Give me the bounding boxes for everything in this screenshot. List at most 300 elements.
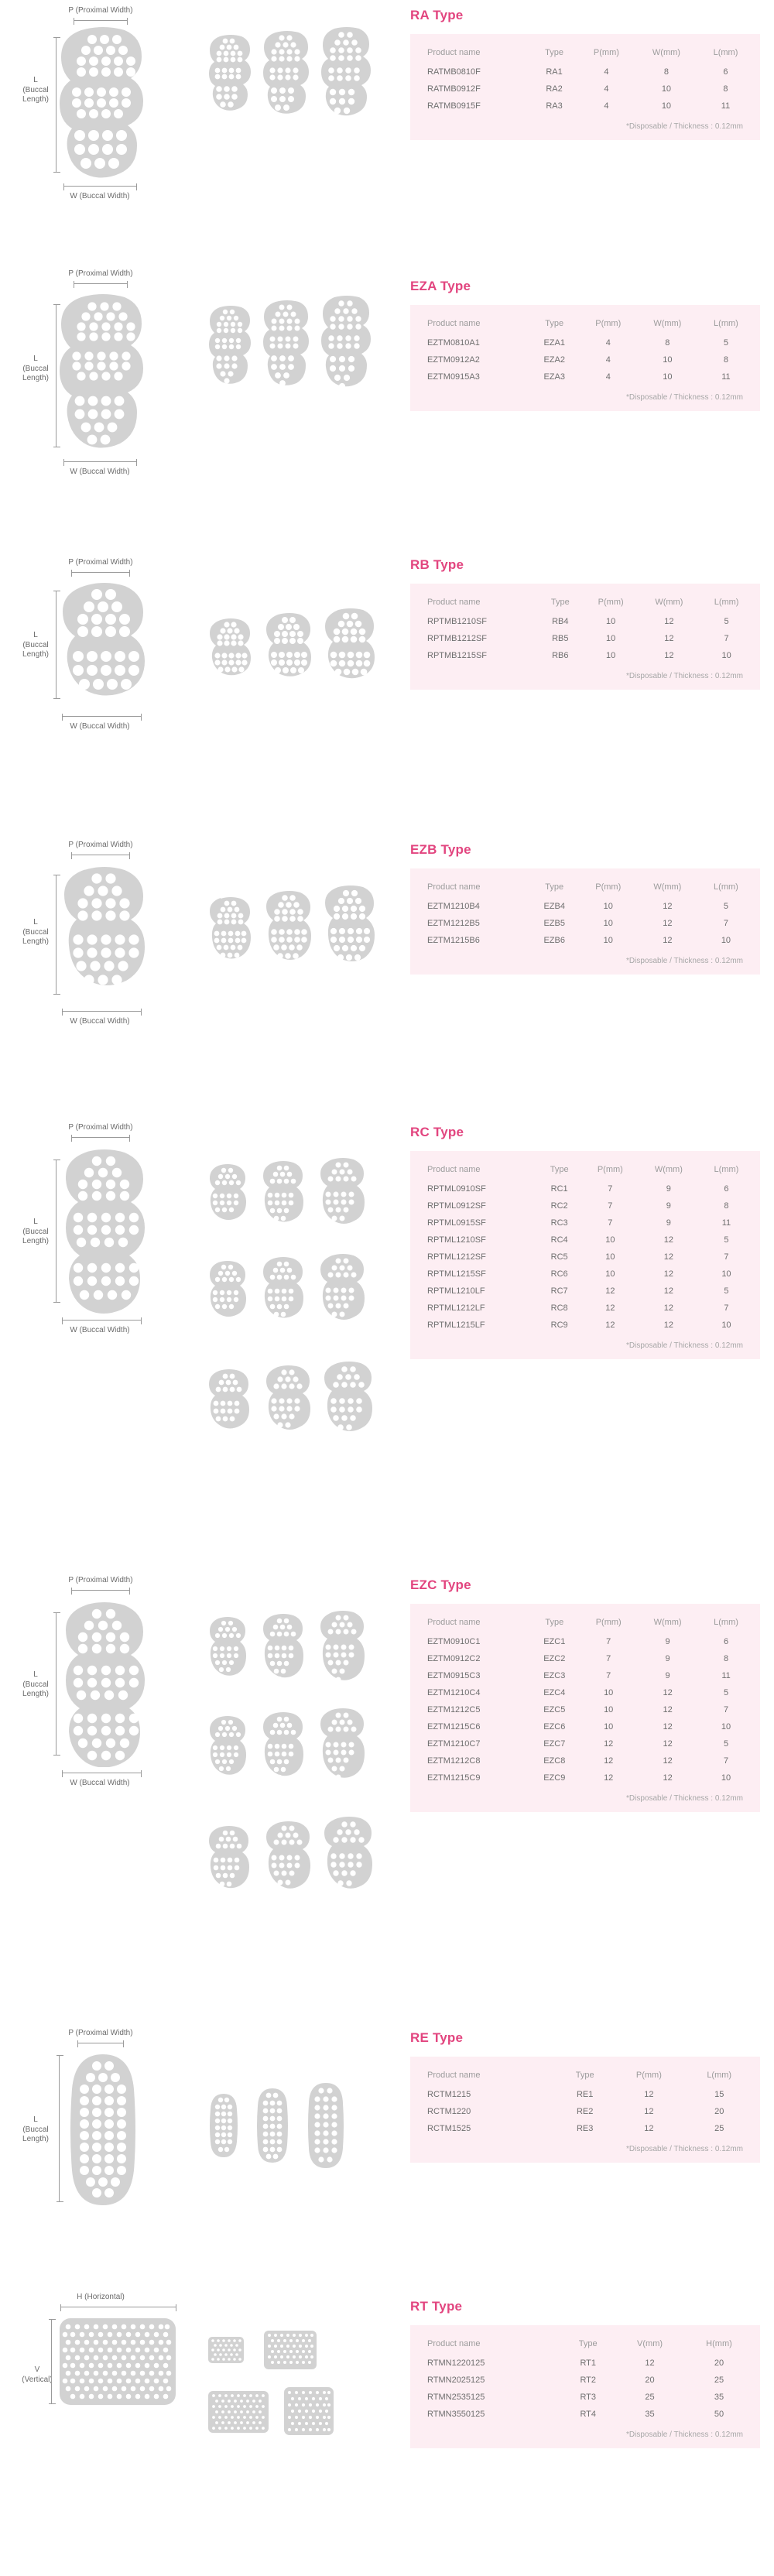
cell-product-name: EZTM1215C9 [427,1773,481,1783]
table-row [416,1180,754,1197]
col-p: P(mm) [595,319,622,328]
dim-proximal-line [74,20,128,21]
cell-p: 12 [604,1773,614,1783]
cell-product-name: EZTM0912C2 [427,1654,481,1663]
cell-w: 9 [666,1218,671,1228]
cell-h: 25 [714,2376,724,2385]
table-row [416,2103,754,2120]
dim-buccal-length-line [56,1612,57,1756]
table-row [416,1769,754,1786]
mesh-shape-large-ezb [58,865,151,1005]
mesh-shape-ezc-2 [260,1613,307,1704]
mesh-shape-small-3-ra [321,26,372,122]
cell-type: RA1 [546,67,563,77]
cell-w: 12 [663,1739,673,1749]
cell-l: 11 [721,1671,731,1680]
section-title: RA Type [410,8,464,22]
table-header-row [416,879,754,898]
mesh-shape-large-eza [58,293,147,455]
cell-l: 7 [723,1756,729,1766]
mesh-shape-rc-3 [317,1157,367,1250]
cell-w: 12 [663,1252,673,1262]
section-title: EZB Type [410,842,471,857]
mesh-shape-small-2-ra [263,29,311,118]
table-row [416,351,754,368]
table-header-row [416,316,754,334]
cell-product-name: RTMN3550125 [427,2410,485,2419]
mesh-shape-ezc-8 [263,1821,313,1915]
mesh-shape-ezc-6 [317,1708,367,1807]
cell-w: 12 [663,1235,673,1245]
dim-buccal-length-label: L (Buccal Length) [22,2115,49,2143]
mesh-shape-rt-3 [207,2390,269,2434]
col-type: Type [550,598,570,607]
col-product-name: Product name [427,48,481,57]
cell-type: EZB6 [543,936,565,945]
cell-type: EZC7 [543,1739,566,1749]
cell-w: 9 [665,1637,670,1646]
dim-vertical-line [51,2319,52,2404]
cell-p: 12 [644,2090,654,2099]
cell-product-name: RATMB0915F [427,101,481,111]
table-header-row [416,594,754,613]
cell-l: 11 [721,1218,731,1228]
cell-w: 10 [661,84,672,94]
cell-p: 10 [603,902,613,911]
spec-table-box [410,868,760,975]
cell-type: RC3 [550,1218,568,1228]
mesh-shape-rc-2 [260,1160,307,1247]
cell-p: 7 [606,1637,611,1646]
cell-product-name: RTMN1220125 [427,2358,485,2368]
cell-product-name: RPTML1215LF [427,1321,485,1330]
col-p: P(mm) [635,2071,662,2080]
cell-l: 8 [723,355,728,365]
cell-l: 10 [721,1773,731,1783]
dim-buccal-width-label: W (Buccal Width) [70,722,130,731]
mesh-shape-small-1-ra [209,33,252,115]
dim-buccal-length-line [56,875,57,995]
cell-product-name: EZTM0810A1 [427,338,480,348]
cell-w: 12 [663,1756,673,1766]
mesh-shape-rc-5 [260,1256,307,1343]
col-type: Type [545,48,563,57]
cell-w: 8 [663,67,669,77]
table-row [416,368,754,385]
cell-p: 10 [603,936,613,945]
dim-buccal-length-label: L (Buccal Length) [22,1670,49,1698]
cell-product-name: RPTMB1212SF [427,634,488,643]
cell-product-name: RPTMB1215SF [427,651,488,660]
cell-product-name: EZTM1215C6 [427,1722,481,1732]
table-row [416,1701,754,1718]
cell-type: RA2 [546,84,563,94]
mesh-shape-rt-2 [263,2330,317,2370]
col-p: P(mm) [593,48,619,57]
spec-table-box [410,2057,760,2163]
dim-buccal-width-label: W (Buccal Width) [70,1779,130,1787]
table-row [416,1667,754,1684]
cell-l: 6 [723,1637,729,1646]
section-rb [0,538,774,813]
table-ezc [402,1548,774,1812]
illustration-ezb [0,813,402,1082]
cell-type: RB5 [552,634,569,643]
col-w: W(mm) [653,319,682,328]
spec-table [416,45,754,115]
cell-w: 12 [664,617,674,626]
cell-p: 12 [605,1321,615,1330]
mesh-shape-ezc-1 [206,1616,249,1701]
table-row [416,898,754,915]
dim-buccal-width-label: W (Buccal Width) [70,1326,130,1334]
col-h: H(mm) [706,2339,732,2348]
mesh-shape-re-1 [209,2092,238,2159]
cell-product-name: EZTM1210C4 [427,1688,481,1697]
mesh-shape-rc-7 [206,1368,252,1454]
cell-p: 7 [606,1654,611,1663]
cell-w: 12 [664,634,674,643]
table-row [416,1752,754,1769]
dim-proximal-line [74,283,128,284]
cell-product-name: RCTM1220 [427,2107,471,2116]
col-product-name: Product name [427,882,481,892]
cell-type: RT1 [580,2358,597,2368]
illustration-rc [0,1095,402,1535]
cell-p: 12 [605,1286,615,1296]
col-type: Type [578,2339,598,2348]
cell-type: RT4 [580,2410,597,2419]
table-row [416,2086,754,2103]
section-title: RT Type [410,2299,463,2314]
cell-w: 10 [661,101,672,111]
table-row [416,2389,754,2406]
cell-type: RC5 [550,1252,568,1262]
cell-p: 4 [605,355,611,365]
dim-buccal-width-line [63,186,137,187]
table-row [416,1735,754,1752]
table-row [416,1266,754,1283]
section-ezb [0,813,774,1095]
spec-table [416,1162,754,1334]
col-w: W(mm) [655,598,683,607]
table-row [416,80,754,98]
cell-p: 4 [605,372,611,382]
dim-horizontal-label: H (Horizontal) [77,2293,125,2301]
cell-type: RC9 [550,1321,568,1330]
cell-l: 5 [724,617,729,626]
disposable-note: *Disposable / Thickness : 0.12mm [626,2430,743,2439]
cell-w: 12 [663,1286,673,1296]
table-ra [402,0,774,140]
table-header-row [416,1615,754,1633]
table-row [416,98,754,115]
cell-w: 12 [663,1705,673,1714]
disposable-note: *Disposable / Thickness : 0.12mm [626,957,743,965]
cell-p: 12 [644,2124,654,2133]
mesh-shape-re-3 [307,2081,345,2170]
illustration-eza [0,255,402,525]
col-l: L(mm) [714,1165,739,1174]
mesh-shape-small-2-eza [263,299,311,393]
col-v: V(mm) [637,2339,663,2348]
mesh-shape-large-rc [58,1148,151,1314]
illustration-re [0,2001,402,2255]
table-row [416,1650,754,1667]
cell-l: 15 [714,2090,724,2099]
cell-product-name: RPTML0912SF [427,1201,486,1211]
cell-product-name: RTMN2025125 [427,2376,485,2385]
mesh-shape-small-1-ezb [207,896,252,974]
table-row [416,1214,754,1231]
table-row [416,1231,754,1249]
col-l: L(mm) [714,882,738,892]
cell-w: 9 [666,1184,671,1194]
mesh-shape-ezc-4 [206,1715,249,1800]
col-product-name: Product name [427,2071,481,2080]
table-row [416,1249,754,1266]
table-row [416,2406,754,2423]
cell-product-name: RPTML1212SF [427,1252,486,1262]
cell-w: 8 [665,338,670,348]
dim-buccal-length-line [56,304,57,447]
cell-l: 5 [723,1739,729,1749]
cell-w: 12 [663,1688,673,1697]
cell-product-name: EZTM0915C3 [427,1671,481,1680]
cell-type: RE1 [576,2090,594,2099]
cell-l: 11 [721,372,731,382]
cell-product-name: RPTML1215SF [427,1269,486,1279]
cell-l: 7 [724,1252,729,1262]
dim-buccal-length-line [56,1160,57,1303]
spec-table [416,2067,754,2137]
disposable-note: *Disposable / Thickness : 0.12mm [626,2145,743,2153]
cell-p: 10 [606,651,616,660]
spec-table [416,1615,754,1786]
cell-h: 20 [714,2358,724,2368]
dim-proximal-label: P (Proximal Width) [68,1576,133,1584]
spec-table [416,879,754,949]
col-l: L(mm) [713,48,738,57]
mesh-shape-re-2 [255,2087,289,2164]
col-p: P(mm) [598,598,624,607]
mesh-shape-ezc-3 [317,1610,367,1709]
cell-product-name: RPTML0915SF [427,1218,486,1228]
dim-proximal-label: P (Proximal Width) [68,2029,133,2037]
cell-w: 9 [666,1201,671,1211]
col-p: P(mm) [595,1618,622,1627]
cell-p: 12 [644,2107,654,2116]
cell-product-name: RATMB0912F [427,84,481,94]
dim-buccal-length-line [56,591,57,699]
dim-buccal-length-label: L (Buccal Length) [22,76,49,104]
section-title: RC Type [410,1125,464,1139]
section-rc [0,1095,774,1548]
cell-l: 11 [721,101,731,111]
cell-h: 50 [714,2410,724,2419]
cell-w: 12 [663,1269,673,1279]
cell-l: 10 [721,1722,731,1732]
table-ezb [402,813,774,975]
cell-w: 12 [663,936,673,945]
dim-buccal-length-line [59,2055,60,2202]
col-l: L(mm) [714,1618,738,1627]
col-p: P(mm) [595,882,622,892]
mesh-shape-rc-8 [263,1365,313,1456]
table-row [416,647,754,664]
cell-type: RC7 [550,1286,568,1296]
cell-p: 7 [606,1671,611,1680]
illustration-rt [0,2268,402,2483]
cell-l: 5 [723,1688,729,1697]
cell-w: 12 [664,651,674,660]
cell-type: EZC4 [543,1688,566,1697]
mesh-shape-ezc-9 [322,1816,375,1918]
cell-w: 9 [665,1671,670,1680]
cell-l: 5 [724,1286,729,1296]
cell-p: 12 [605,1303,615,1313]
table-row [416,1283,754,1300]
cell-l: 7 [724,634,729,643]
col-w: W(mm) [654,1165,683,1174]
spec-table-box [410,584,760,690]
cell-product-name: RTMN2535125 [427,2393,485,2402]
cell-p: 4 [604,84,609,94]
cell-p: 10 [605,1252,615,1262]
cell-product-name: EZTM1210C7 [427,1739,481,1749]
cell-product-name: EZTM1212C5 [427,1705,481,1714]
cell-l: 7 [723,1705,729,1714]
cell-v: 35 [645,2410,655,2419]
cell-l: 5 [723,338,728,348]
disposable-note: *Disposable / Thickness : 0.12mm [626,393,743,402]
table-header-row [416,2336,754,2355]
illustration-ra [0,0,402,238]
dim-buccal-width-label: W (Buccal Width) [70,468,130,476]
cell-type: RC2 [550,1201,568,1211]
table-row [416,2120,754,2137]
mesh-shape-rt-1 [207,2336,245,2364]
mesh-shape-small-2-ezb [263,890,313,977]
cell-l: 10 [721,1269,731,1279]
cell-product-name: RCTM1215 [427,2090,471,2099]
spec-table-box [410,1151,760,1359]
table-rc [402,1095,774,1359]
table-row [416,63,754,80]
col-l: L(mm) [714,598,739,607]
cell-p: 10 [606,634,616,643]
col-product-name: Product name [427,598,481,607]
col-l: L(mm) [714,319,738,328]
cell-l: 8 [723,84,728,94]
section-re [0,2001,774,2268]
cell-p: 10 [606,617,616,626]
mesh-shape-large-ra [58,26,147,184]
cell-w: 10 [663,372,673,382]
cell-type: EZB5 [543,919,565,928]
cell-p: 10 [603,919,613,928]
section-eza [0,255,774,538]
mesh-shape-small-1-eza [209,304,252,389]
cell-l: 8 [724,1201,729,1211]
cell-w: 12 [663,1722,673,1732]
mesh-shape-large-re [68,2052,138,2207]
col-type: Type [545,319,564,328]
section-title: EZA Type [410,279,471,293]
cell-w: 12 [663,919,673,928]
col-type: Type [550,1165,569,1174]
cell-w: 12 [663,1303,673,1313]
cell-type: EZC8 [543,1756,566,1766]
cell-w: 12 [663,1773,673,1783]
cell-p: 12 [604,1739,614,1749]
table-row [416,1197,754,1214]
cell-p: 7 [608,1201,613,1211]
dim-buccal-width-label: W (Buccal Width) [70,192,130,200]
col-product-name: Product name [427,1165,481,1174]
section-title: EZC Type [410,1577,471,1592]
col-type: Type [545,882,564,892]
cell-p: 4 [605,338,611,348]
cell-l: 10 [721,1321,731,1330]
dim-proximal-label: P (Proximal Width) [68,841,133,849]
cell-l: 20 [714,2107,724,2116]
spec-table [416,594,754,664]
mesh-shape-small-3-ezb [322,885,376,981]
cell-v: 25 [645,2393,655,2402]
dim-buccal-width-line [62,716,142,717]
table-header-row [416,45,754,63]
table-header-row [416,1162,754,1180]
dim-proximal-line [71,1137,130,1138]
col-type: Type [545,1618,564,1627]
dim-proximal-line [71,572,130,573]
cell-type: RT3 [580,2393,597,2402]
table-row [416,613,754,630]
dim-buccal-length-label: L (Buccal Length) [22,1218,49,1245]
cell-p: 7 [608,1184,613,1194]
cell-type: EZC2 [543,1654,566,1663]
cell-product-name: EZTM0912A2 [427,355,480,365]
dim-buccal-length-line [56,37,57,173]
cell-p: 10 [605,1235,615,1245]
dim-proximal-label: P (Proximal Width) [68,6,133,15]
mesh-shape-rc-1 [206,1163,249,1245]
cell-product-name: EZTM1210B4 [427,902,480,911]
dim-proximal-label: P (Proximal Width) [68,558,133,567]
disposable-note: *Disposable / Thickness : 0.12mm [626,1794,743,1803]
mesh-shape-rc-6 [317,1253,367,1346]
cell-p: 10 [604,1688,614,1697]
disposable-note: *Disposable / Thickness : 0.12mm [626,1341,743,1350]
section-title: RE Type [410,2030,464,2045]
table-row [416,932,754,949]
cell-p: 10 [605,1269,615,1279]
dim-buccal-length-label: L (Buccal Length) [22,631,49,659]
dim-buccal-width-line [63,461,137,462]
col-l: L(mm) [707,2071,732,2080]
cell-type: RE2 [576,2107,594,2116]
section-ra [0,0,774,255]
col-product-name: Product name [427,319,481,328]
table-row [416,1633,754,1650]
col-w: W(mm) [652,48,680,57]
table-row [416,334,754,351]
cell-type: EZA1 [543,338,565,348]
cell-product-name: EZTM1212B5 [427,919,480,928]
dim-buccal-length-label: L (Buccal Length) [22,918,49,946]
table-rb [402,538,774,690]
